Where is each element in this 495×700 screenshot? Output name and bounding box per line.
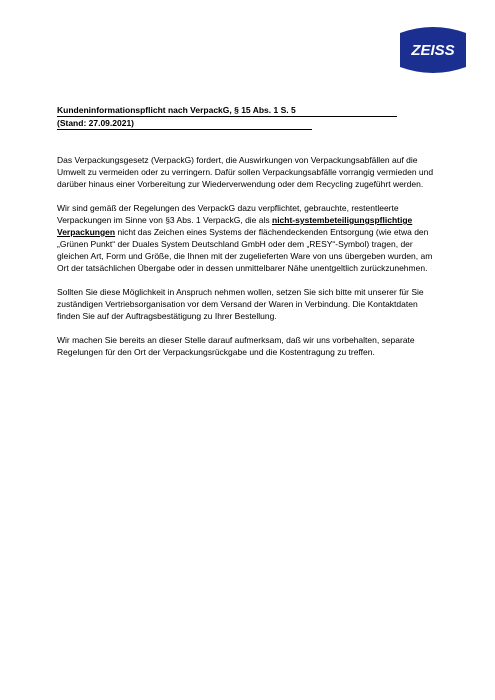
zeiss-logo xyxy=(400,17,466,83)
paragraph-reservation: Wir machen Sie bereits an dieser Stelle darauf aufmerksam, daß wir uns vorbehalten, separate Regelungen für den Ort der Verpackungsrückgabe und die Kostentragung zu treffen. xyxy=(57,335,415,357)
document-body xyxy=(57,104,442,370)
paragraph-obligation-start: Wir sind gemäß der Regelungen des VerpackG dazu verpflichtet, gebrauchte, restentleerte Verpackungen im Sinne von §3 Abs. 1 VerpackG, die als xyxy=(57,203,399,225)
paragraph-obligation xyxy=(57,202,442,274)
paragraph-obligation-end: nicht das Zeichen eines Systems der flächendeckenden Entsorgung (wie etwa den „Grünen Punkt“ der Duales System Deutschland GmbH oder dem „RESY“-Symbol) tragen, der gleichen Art, Form und Größe, die Ihnen mit der zugelieferten Ware von uns übergeben wurden, am Ort der tatsächlichen Übergabe oder in dessen unmittelbarer Nähe unentgeltlich zurückzunehmen. xyxy=(57,227,433,273)
paragraph-intro: Das Verpackungsgesetz (VerpackG) fordert, die Auswirkungen von Verpackungsabfällen auf die Umwelt zu vermeiden oder zu verringern. Dafür sollen Verpackungsabfälle vorrangig vermieden und darüber hinaus einer Vorbereitung zur Wiederverwendung oder dem Recycling zugeführt werden. xyxy=(57,155,434,189)
paragraph-contact: Sollten Sie diese Möglichkeit in Anspruch nehmen wollen, setzen Sie sich bitte mit unserer für Sie zuständigen Vertriebsorganisation vor dem Versand der Waren in Verbindung. Die Kontaktdaten finden Sie auf der Auftragsbestätigung zu Ihrer Bestellung. xyxy=(57,287,424,321)
document-heading xyxy=(57,104,442,130)
paragraph-obligation-emphasis: nicht-systembeteiligungspflichtige Verpackungen xyxy=(57,215,413,237)
zeiss-logo-graphic xyxy=(400,17,466,83)
heading-date: (Stand: 27.09.2021) xyxy=(57,118,312,130)
logo-text: ZEISS xyxy=(411,42,455,59)
heading-title: Kundeninformationspflicht nach VerpackG, § 15 Abs. 1 S. 5 xyxy=(57,105,397,117)
